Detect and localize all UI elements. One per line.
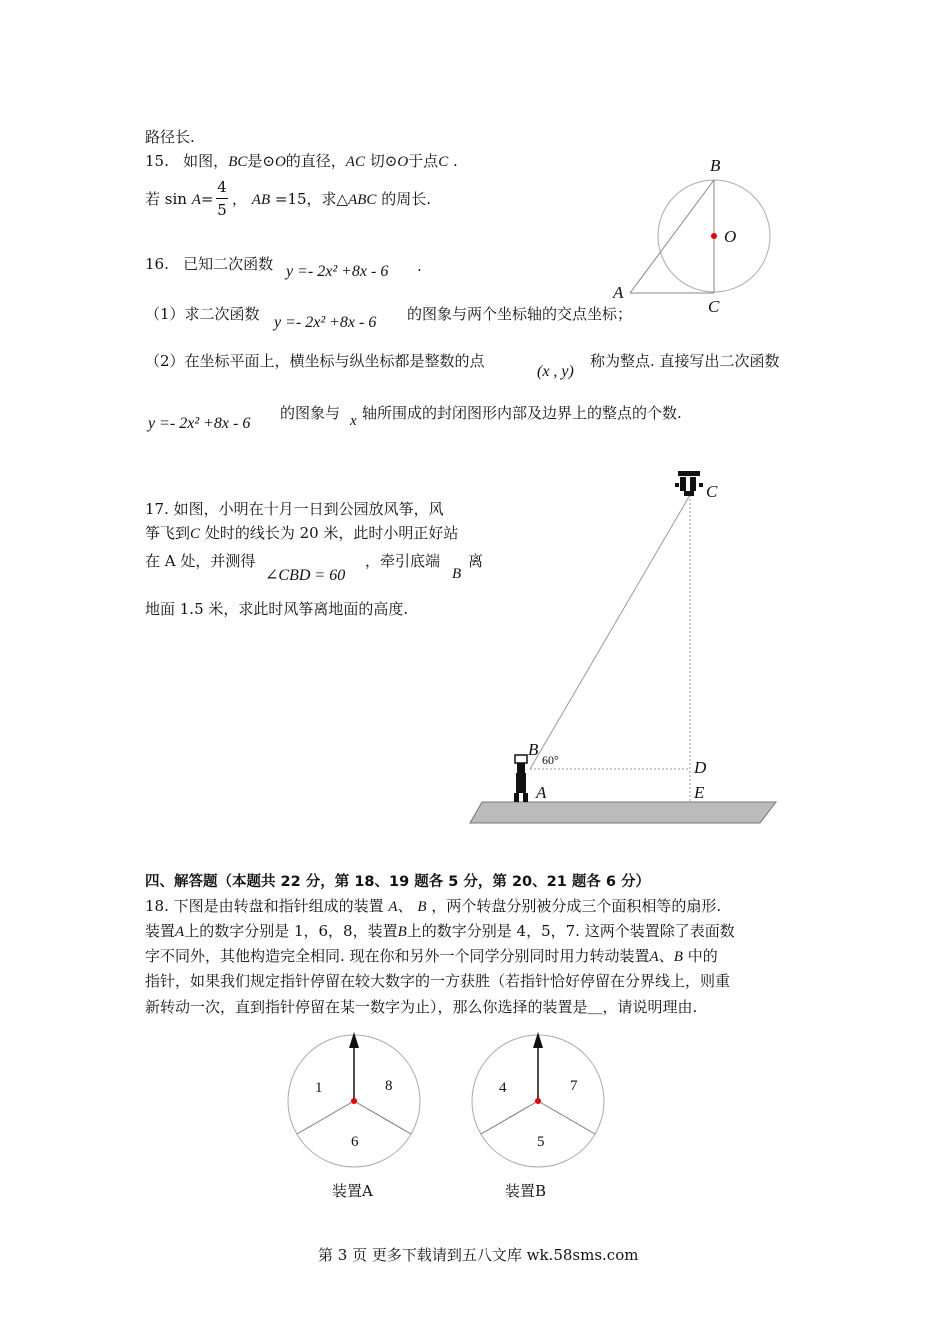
q18-line3: 字不同外，其他构造完全相同. 现在你和另外一个同学分别同时用力转动装置A、B 中的 bbox=[145, 947, 718, 965]
q17-angle: ∠CBD = 60 bbox=[265, 567, 346, 584]
q14-tail: 路径长. bbox=[145, 128, 195, 146]
q18-line1: 18. 下图是由转盘和指针组成的装置 A、 B ，两个转盘分别被分成三个面积相等的扇形. bbox=[145, 897, 722, 915]
q16-intro: 16. 已知二次函数 bbox=[145, 255, 274, 273]
label-c: C bbox=[706, 482, 718, 501]
q17-line2: 筝飞到C 处时的线长为 20 米，此时小明正好站 bbox=[145, 524, 459, 542]
q17-b: B bbox=[452, 566, 462, 582]
q17-line4: 地面 1.5 米，求此时风筝离地面的高度. bbox=[145, 600, 409, 618]
q17-line3-c: 离 bbox=[468, 552, 484, 570]
q18-line5: 新转动一次，直到指针停留在某一数字为止），那么你选择的装置是＿，请说明理由. bbox=[145, 998, 698, 1016]
page-footer: 第 3 页 更多下载请到五八文库 wk.58sms.com bbox=[318, 1246, 639, 1264]
q15-fraction: 4 5 bbox=[217, 178, 227, 219]
q16-part2-rest: 称为整点. 直接写出二次函数 bbox=[590, 352, 780, 370]
q15-line2-rest: ， AB =15，求△ABC 的周长. bbox=[232, 190, 432, 208]
spinner-b-caption: 装置B bbox=[505, 1182, 547, 1200]
section-heading: 四、解答题（本题共 22 分，第 18、19 题各 5 分，第 20、21 题各 6 分） bbox=[145, 874, 651, 890]
q16-part3-b: 轴所围成的封闭图形内部及边界上的整点的个数. bbox=[362, 404, 682, 422]
q17-line3-b: ，牵引底端 bbox=[365, 552, 441, 570]
spinner-a-caption: 装置A bbox=[332, 1182, 373, 1200]
q16-part2: （2）在坐标平面上，横坐标与纵坐标都是整数的点 bbox=[145, 352, 485, 370]
q16-intro-end: . bbox=[417, 257, 422, 275]
q17-line1: 17. 如图，小明在十月一日到公园放风筝，风 bbox=[145, 500, 444, 518]
label-a: A bbox=[536, 783, 547, 802]
label-b: B bbox=[528, 740, 539, 759]
spinner-a bbox=[285, 1030, 425, 1170]
label-d: D bbox=[694, 758, 707, 777]
sector-bottom-number: 6 bbox=[351, 1134, 359, 1150]
label-c: C bbox=[708, 297, 720, 316]
figure-q17 bbox=[470, 465, 790, 830]
center-point-o bbox=[711, 233, 717, 239]
kite-icon bbox=[675, 471, 703, 496]
sector-right-number: 7 bbox=[570, 1078, 578, 1094]
q16-function: y =- 2x² +8x - 6 bbox=[286, 263, 389, 280]
q16-part1-rest: 的图象与两个坐标轴的交点坐标； bbox=[407, 305, 633, 323]
sector-left-number: 4 bbox=[499, 1080, 507, 1096]
spinner-center bbox=[535, 1098, 541, 1104]
q16-part3-function: y =- 2x² +8x - 6 bbox=[148, 415, 251, 432]
figure-q15 bbox=[600, 150, 800, 320]
pointer-arrow-icon bbox=[349, 1032, 359, 1048]
q15-line1: 15. 如图，BC是⊙O的直径，AC 切⊙O于点C . bbox=[145, 152, 458, 170]
label-angle: 60° bbox=[542, 753, 559, 767]
q18-line4: 指针，如果我们规定指针停留在较大数字的一方获胜（若指针恰好停留在分界线上，则重 bbox=[145, 972, 731, 990]
q17-line3-a: 在 A 处，并测得 bbox=[145, 552, 256, 570]
pointer-arrow-icon bbox=[533, 1032, 543, 1048]
label-b: B bbox=[710, 156, 721, 175]
person-icon bbox=[514, 755, 528, 802]
q16-x: x bbox=[350, 413, 357, 429]
q16-part3-a: 的图象与 bbox=[280, 404, 341, 422]
q15-line2: 若 sin A= bbox=[145, 190, 214, 208]
sector-right-number: 8 bbox=[385, 1078, 393, 1094]
spinner-b bbox=[469, 1030, 609, 1170]
q16-part1: （1）求二次函数 bbox=[145, 305, 260, 323]
q18-line2: 装置A上的数字分别是 1，6，8，装置B上的数字分别是 4，5，7. 这两个装置除了表面数 bbox=[145, 922, 735, 940]
label-o: O bbox=[724, 227, 737, 246]
q16-point: (x , y) bbox=[537, 363, 574, 380]
spinner-center bbox=[351, 1098, 357, 1104]
ground bbox=[470, 802, 776, 823]
sector-bottom-number: 5 bbox=[537, 1134, 545, 1150]
q16-part1-function: y =- 2x² +8x - 6 bbox=[274, 314, 377, 331]
label-e: E bbox=[694, 783, 705, 802]
sector-left-number: 1 bbox=[315, 1080, 323, 1096]
label-a: A bbox=[613, 283, 624, 302]
